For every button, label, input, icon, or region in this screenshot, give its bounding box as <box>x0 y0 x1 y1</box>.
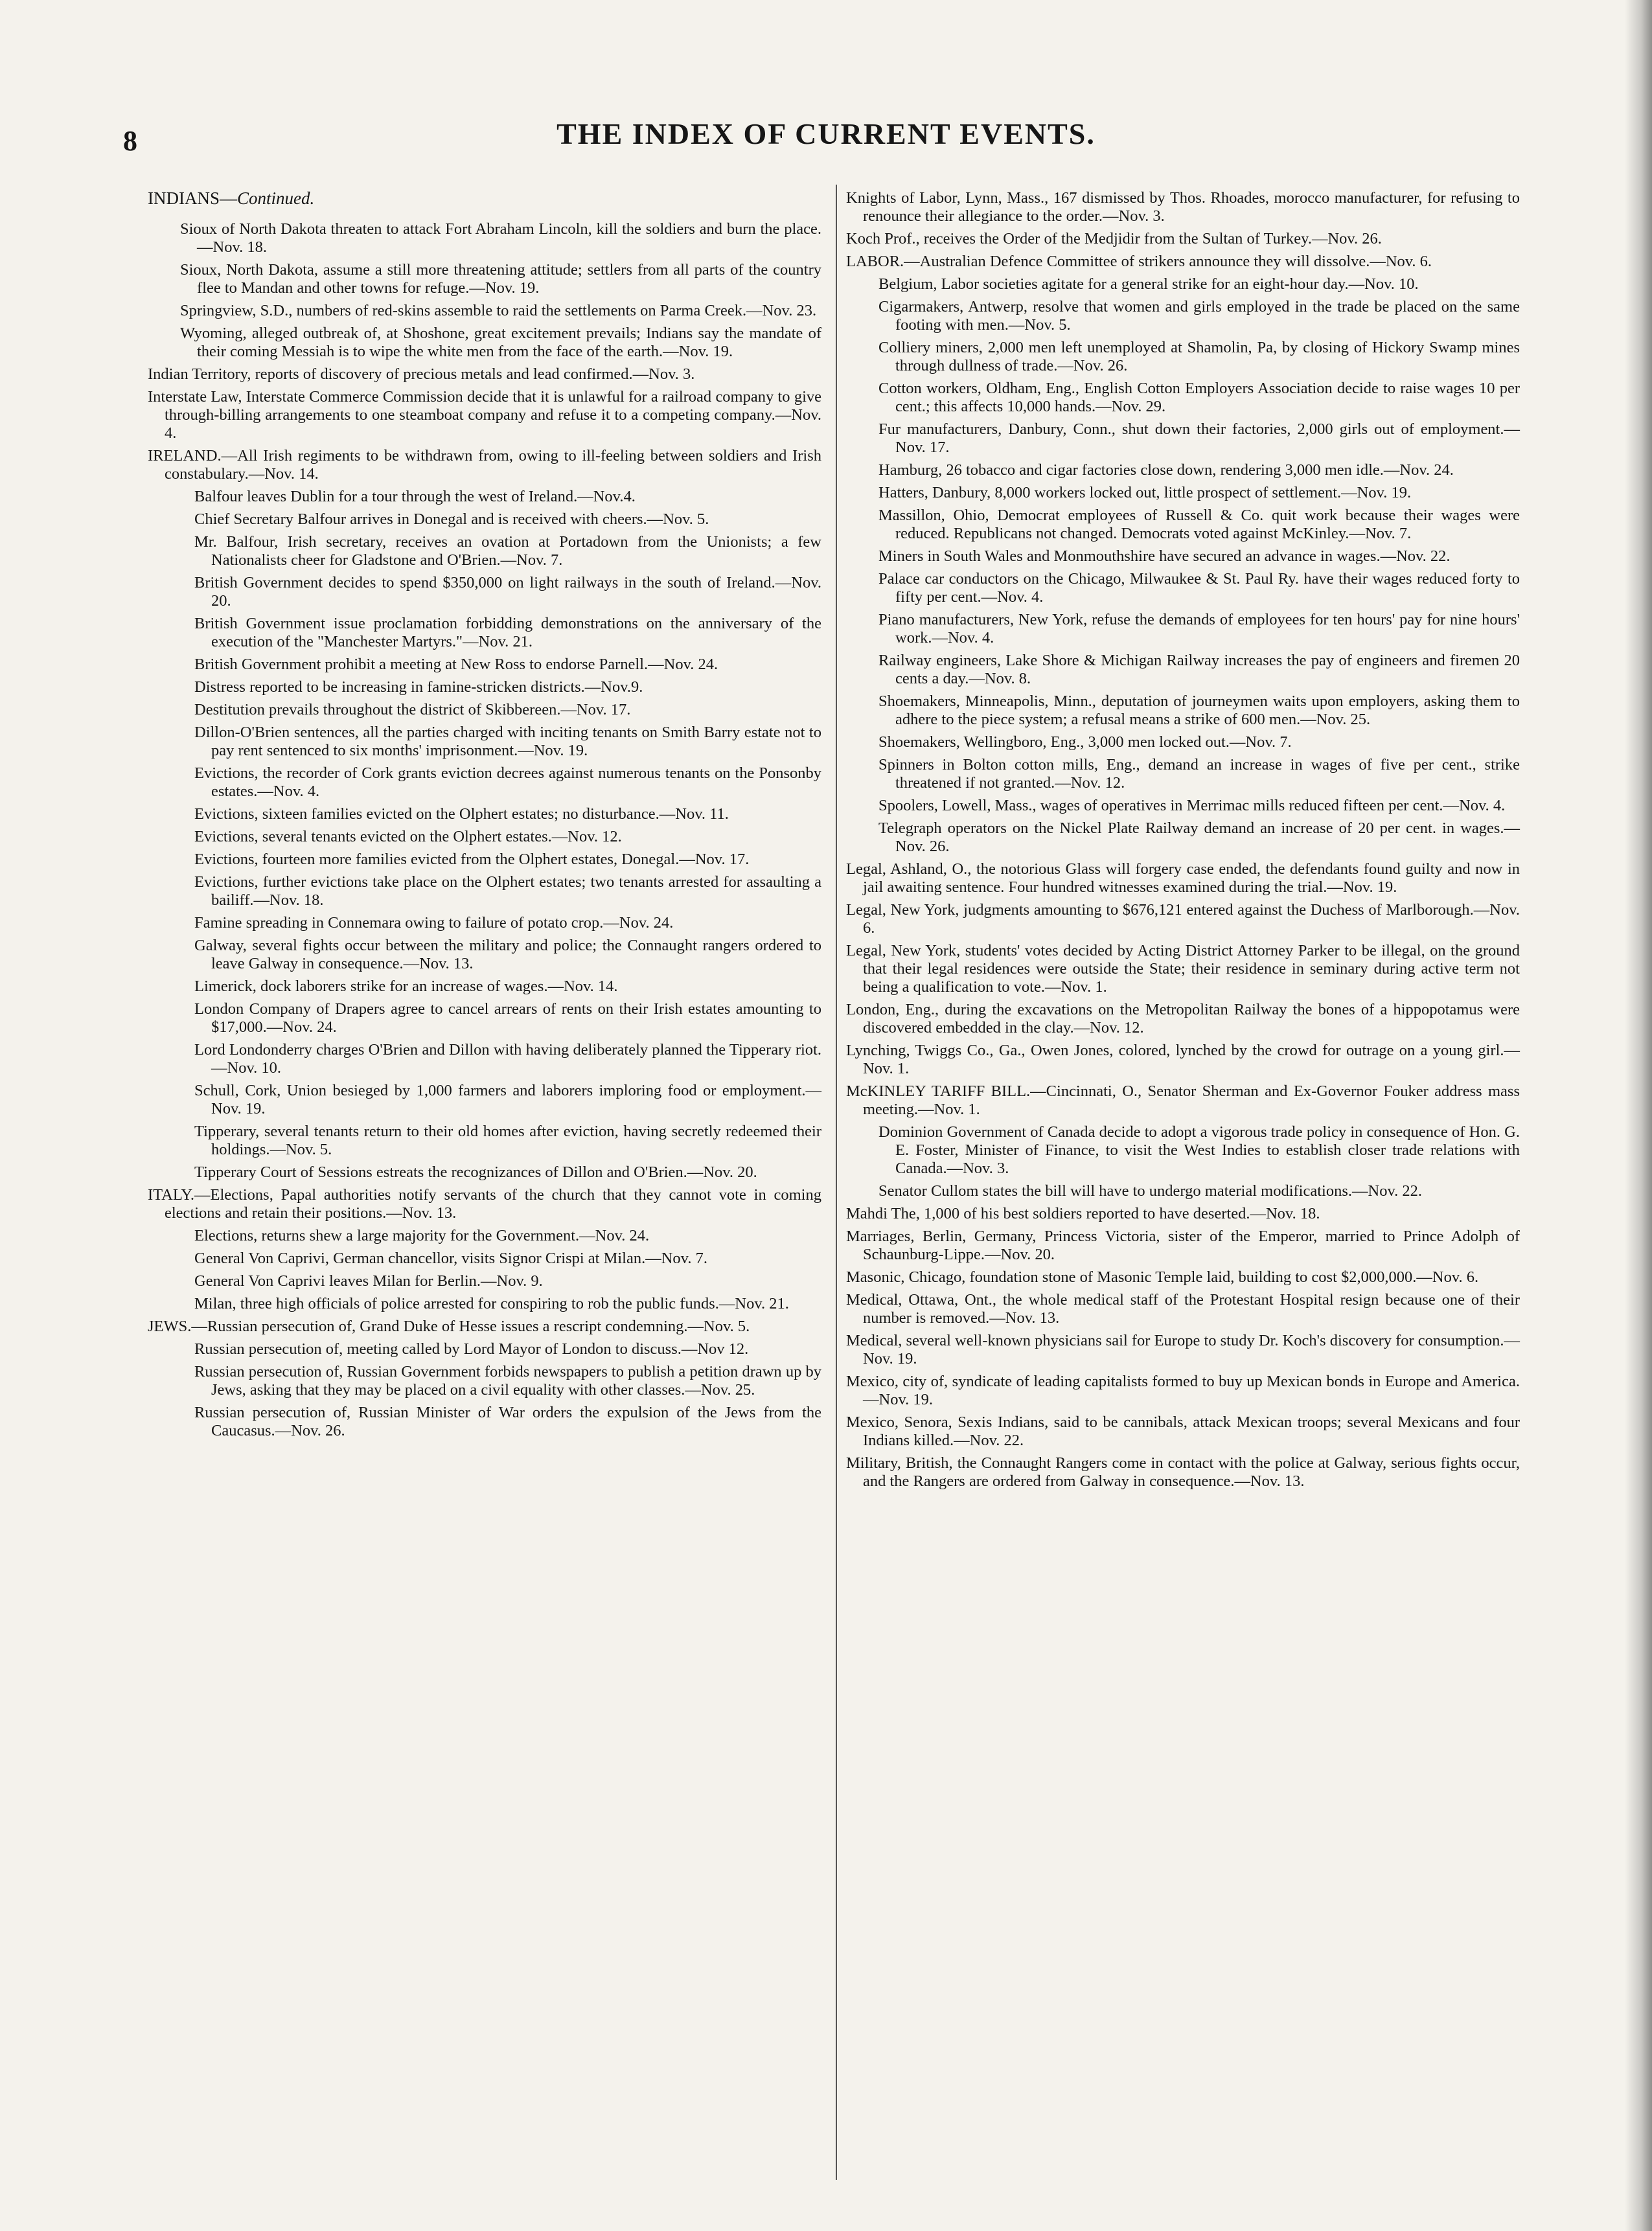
index-entry: Piano manufacturers, New York, refuse the demands of employees for ten hours' pay for nine hours' work.—Nov. 4. <box>878 611 1520 646</box>
right-entry-list <box>846 189 1520 1491</box>
index-entry: Famine spreading in Connemara owing to failure of potato crop.—Nov. 24. <box>194 914 674 932</box>
index-entry: Destitution prevails throughout the district of Skibbereen.—Nov. 17. <box>194 701 631 718</box>
index-entry: Cigarmakers, Antwerp, resolve that women and girls employed in the trade be placed on the same footing with men.—Nov. 5. <box>878 298 1520 334</box>
index-entry: Lord Londonderry charges O'Brien and Dillon with having deliberately planned the Tipperary riot.—Nov. 10. <box>194 1041 821 1077</box>
index-entry: Distress reported to be increasing in famine-stricken districts.—Nov.9. <box>194 678 643 696</box>
index-entry: Belgium, Labor societies agitate for a general strike for an eight-hour day.—Nov. 10. <box>878 275 1419 293</box>
index-entry: Dominion Government of Canada decide to adopt a vigorous trade policy in consequence of Hon. G. E. Foster, Minister of Finance, to visit the West Indies to establish closer trade relations with Canada.—Nov. 3. <box>878 1123 1520 1177</box>
index-entry: LABOR.—Australian Defence Committee of strikers announce they will dissolve.—Nov. 6. <box>846 253 1432 270</box>
index-entry: Miners in South Wales and Monmouthshire have secured an advance in wages.—Nov. 22. <box>878 547 1451 565</box>
index-entry: Hatters, Danbury, 8,000 workers locked out, little prospect of settlement.—Nov. 19. <box>878 484 1412 501</box>
index-entry: Milan, three high officials of police arrested for conspiring to rob the public funds.—Nov. 21. <box>194 1295 789 1312</box>
index-entry: Mahdi The, 1,000 of his best soldiers reported to have deserted.—Nov. 18. <box>846 1205 1320 1222</box>
index-entry: Palace car conductors on the Chicago, Milwaukee & St. Paul Ry. have their wages reduced forty to fifty per cent.—Nov. 4. <box>878 570 1520 606</box>
index-entry: JEWS.—Russian persecution of, Grand Duke of Hesse issues a rescript condemning.—Nov. 5. <box>148 1318 750 1335</box>
right-column <box>846 189 1520 1495</box>
index-entry: Russian persecution of, Russian Minister of War orders the expulsion of the Jews from the Caucasus.—Nov. 26. <box>194 1404 821 1439</box>
column-divider <box>836 185 837 2180</box>
left-entry-list <box>148 220 821 1440</box>
index-entry: ITALY.—Elections, Papal authorities notify servants of the church that they cannot vote in coming elections and retain their positions.—Nov. 13. <box>148 1186 821 1222</box>
index-entry: Indian Territory, reports of discovery of precious metals and lead confirmed.—Nov. 3. <box>148 365 695 383</box>
index-entry: Schull, Cork, Union besieged by 1,000 farmers and laborers imploring food or employment.—Nov. 19. <box>194 1082 821 1117</box>
index-entry: British Government prohibit a meeting at New Ross to endorse Parnell.—Nov. 24. <box>194 656 718 673</box>
index-entry: Evictions, further evictions take place on the Olphert estates; two tenants arrested for assaulting a bailiff.—Nov. 18. <box>194 873 821 909</box>
index-entry: Cotton workers, Oldham, Eng., English Cotton Employers Association decide to raise wages 10 per cent.; this affects 10,000 hands.—Nov. 29. <box>878 380 1520 415</box>
index-entry: Shoemakers, Minneapolis, Minn., deputation of journeymen waits upon employers, asking them to adhere to the piece system; a refusal means a strike of 600 men.—Nov. 25. <box>878 692 1520 728</box>
index-entry: Colliery miners, 2,000 men left unemployed at Shamolin, Pa, by closing of Hickory Swamp mines through dullness of trade.—Nov. 26. <box>878 339 1520 374</box>
index-entry: British Government issue proclamation forbidding demonstrations on the anniversary of the execution of the "Manchester Martyrs."—Nov. 21. <box>194 615 821 650</box>
section-suffix: Continued. <box>237 189 315 208</box>
index-entry: Medical, several well-known physicians sail for Europe to study Dr. Koch's discovery for consumption.—Nov. 19. <box>846 1332 1520 1367</box>
page-number: 8 <box>123 125 137 157</box>
index-entry: Masonic, Chicago, foundation stone of Masonic Temple laid, building to cost $2,000,000.—Nov. 6. <box>846 1268 1479 1286</box>
index-entry: London Company of Drapers agree to cancel arrears of rents on their Irish estates amounting to $17,000.—Nov. 24. <box>194 1000 821 1036</box>
index-entry: Military, British, the Connaught Rangers come in contact with the police at Galway, serious fights occur, and the Rangers are ordered from Galway in consequence.—Nov. 13. <box>846 1454 1520 1490</box>
index-entry: Legal, Ashland, O., the notorious Glass will forgery case ended, the defendants found guilty and now in jail awaiting sentence. Four hundred witnesses examined during the trial.—Nov. 19. <box>846 860 1520 896</box>
index-entry: Medical, Ottawa, Ont., the whole medical staff of the Protestant Hospital resign because one of their number is removed.—Nov. 13. <box>846 1291 1520 1327</box>
index-entry: Legal, New York, judgments amounting to $676,121 entered against the Duchess of Marlborough.—Nov. 6. <box>846 901 1520 937</box>
index-entry: Sioux, North Dakota, assume a still more threatening attitude; settlers from all parts of the country flee to Mandan and other towns for refuge.—Nov. 19. <box>180 261 821 297</box>
index-entry: Railway engineers, Lake Shore & Michigan Railway increases the pay of engineers and firemen 20 cents a day.—Nov. 8. <box>878 652 1520 687</box>
index-entry: London, Eng., during the excavations on the Metropolitan Railway the bones of a hippopotamus were discovered embedded in the clay.—Nov. 12. <box>846 1001 1520 1036</box>
index-entry: Balfour leaves Dublin for a tour through the west of Ireland.—Nov.4. <box>194 488 636 505</box>
index-entry: Russian persecution of, meeting called by Lord Mayor of London to discuss.—Nov 12. <box>194 1340 749 1358</box>
index-entry: Spoolers, Lowell, Mass., wages of operatives in Merrimac mills reduced fifteen per cent.—Nov. 4. <box>878 797 1506 814</box>
index-entry: Tipperary, several tenants return to their old homes after eviction, having secretly redeemed their holdings.—Nov. 5. <box>194 1123 821 1158</box>
index-entry: Legal, New York, students' votes decided by Acting District Attorney Parker to be illegal, on the ground that their legal residences were outside the State; their residence in seminary during active term not being a qualification to vote.—Nov. 1. <box>846 942 1520 996</box>
index-entry: Russian persecution of, Russian Government forbids newspapers to publish a petition drawn up by Jews, asking that they may be placed on a civil equality with other classes.—Nov. 25. <box>194 1363 821 1399</box>
index-entry: Springview, S.D., numbers of red-skins assemble to raid the settlements on Parma Creek.—Nov. 23. <box>180 302 817 319</box>
index-entry: Fur manufacturers, Danbury, Conn., shut down their factories, 2,000 girls out of employment.—Nov. 17. <box>878 420 1520 456</box>
index-entry: General Von Caprivi, German chancellor, visits Signor Crispi at Milan.—Nov. 7. <box>194 1250 707 1267</box>
left-column <box>148 189 821 1445</box>
index-entry: Mexico, city of, syndicate of leading capitalists formed to buy up Mexican bonds in Europe and America.—Nov. 19. <box>846 1373 1520 1408</box>
index-entry: Wyoming, alleged outbreak of, at Shoshone, great excitement prevails; Indians say the mandate of their coming Messiah is to wipe the white men from the face of the earth.—Nov. 19. <box>180 325 821 360</box>
page-title: THE INDEX OF CURRENT EVENTS. <box>556 117 1096 150</box>
index-entry: British Government decides to spend $350,000 on light railways in the south of Ireland.—Nov. 20. <box>194 574 821 610</box>
index-entry: Chief Secretary Balfour arrives in Donegal and is received with cheers.—Nov. 5. <box>194 510 709 528</box>
index-entry: General Von Caprivi leaves Milan for Berlin.—Nov. 9. <box>194 1272 543 1290</box>
scan-edge-shadow <box>1625 0 1652 2231</box>
index-entry: Mr. Balfour, Irish secretary, receives an ovation at Portadown from the Unionists; a few Nationalists cheer for Gladstone and O'Brien.—Nov. 7. <box>194 533 821 569</box>
index-entry: Evictions, fourteen more families evicted from the Olphert estates, Donegal.—Nov. 17. <box>194 851 750 868</box>
section-heading-indians <box>148 189 821 207</box>
index-entry: Knights of Labor, Lynn, Mass., 167 dismissed by Thos. Rhoades, morocco manufacturer, for refusing to renounce their allegiance to the order.—Nov. 3. <box>846 189 1520 225</box>
index-entry: Spinners in Bolton cotton mills, Eng., demand an increase in wages of five per cent., strike threatened if not granted.—Nov. 12. <box>878 756 1520 792</box>
index-entry: Sioux of North Dakota threaten to attack Fort Abraham Lincoln, kill the soldiers and burn the place.—Nov. 18. <box>180 220 821 256</box>
index-entry: Mexico, Senora, Sexis Indians, said to be cannibals, attack Mexican troops; several Mexicans and four Indians killed.—Nov. 22. <box>846 1413 1520 1449</box>
index-entry: Lynching, Twiggs Co., Ga., Owen Jones, colored, lynched by the crowd for outrage on a young girl.—Nov. 1. <box>846 1042 1520 1077</box>
index-entry: Massillon, Ohio, Democrat employees of Russell & Co. quit work because their wages were reduced. Republicans not changed. Democrats voted against McKinley.—Nov. 7. <box>878 507 1520 542</box>
section-title: INDIANS— <box>148 189 237 208</box>
index-entry: Elections, returns shew a large majority for the Government.—Nov. 24. <box>194 1227 650 1244</box>
index-entry: Dillon-O'Brien sentences, all the parties charged with inciting tenants on Smith Barry estate not to pay rent sentenced to six months' imprisonment.—Nov. 19. <box>194 724 821 759</box>
index-entry: Evictions, sixteen families evicted on the Olphert estates; no disturbance.—Nov. 11. <box>194 805 729 823</box>
index-entry: Koch Prof., receives the Order of the Medjidir from the Sultan of Turkey.—Nov. 26. <box>846 230 1382 247</box>
index-entry: Galway, several fights occur between the military and police; the Connaught rangers ordered to leave Galway in consequence.—Nov. 13. <box>194 937 821 972</box>
index-entry: Telegraph operators on the Nickel Plate Railway demand an increase of 20 per cent. in wages.—Nov. 26. <box>878 819 1520 855</box>
index-entry: Marriages, Berlin, Germany, Princess Victoria, sister of the Emperor, married to Prince Adolph of Schaunburg-Lippe.—Nov. 20. <box>846 1228 1520 1263</box>
index-entry: Shoemakers, Wellingboro, Eng., 3,000 men locked out.—Nov. 7. <box>878 733 1292 751</box>
index-entry: Limerick, dock laborers strike for an increase of wages.—Nov. 14. <box>194 978 618 995</box>
index-entry: Evictions, several tenants evicted on the Olphert estates.—Nov. 12. <box>194 828 622 845</box>
index-entry: Evictions, the recorder of Cork grants eviction decrees against numerous tenants on the Ponsonby estates.—Nov. 4. <box>194 764 821 800</box>
index-entry: Tipperary Court of Sessions estreats the recognizances of Dillon and O'Brien.—Nov. 20. <box>194 1163 757 1181</box>
index-entry: Interstate Law, Interstate Commerce Commission decide that it is unlawful for a railroad company to give through-billing arrangements to one steamboat company and refuse it to a competing company.—Nov. 4. <box>148 388 821 442</box>
index-entry: IRELAND.—All Irish regiments to be withdrawn from, owing to ill-feeling between soldiers and Irish constabulary.—Nov. 14. <box>148 447 821 483</box>
index-entry: Senator Cullom states the bill will have to undergo material modifications.—Nov. 22. <box>878 1182 1422 1200</box>
index-entry: Hamburg, 26 tobacco and cigar factories close down, rendering 3,000 men idle.—Nov. 24. <box>878 461 1454 479</box>
index-entry: McKINLEY TARIFF BILL.—Cincinnati, O., Senator Sherman and Ex-Governor Fouker address mass meeting.—Nov. 1. <box>846 1082 1520 1118</box>
